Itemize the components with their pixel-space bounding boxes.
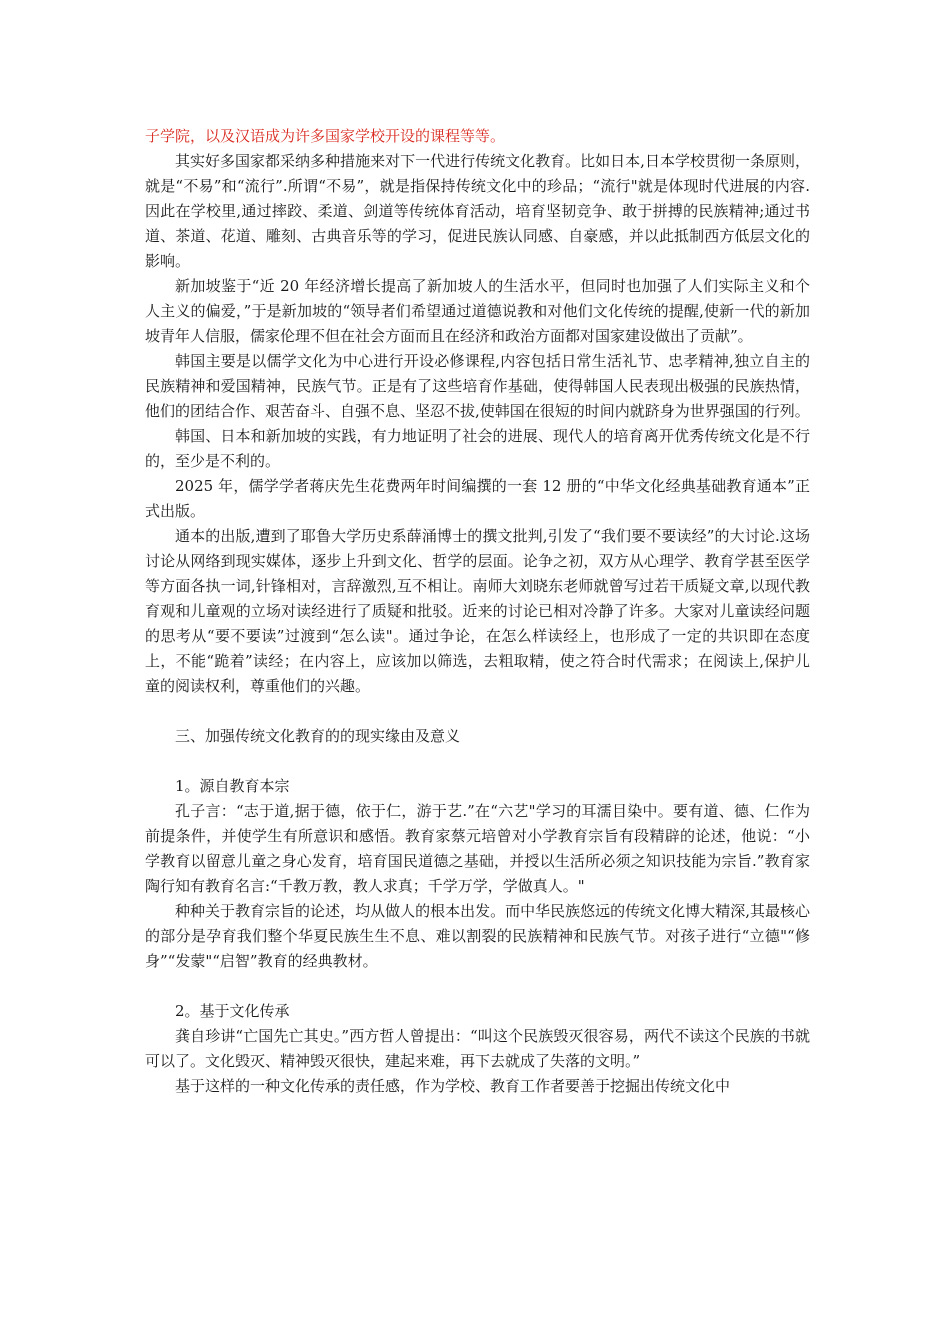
paragraph-confucius: 孔子言：“志于道,据于德，依于仁，游于艺.”在“六艺"学习的耳濡目染中。要有道、德、仁作为前提条件，并使学生有所意识和感悟。教育家蔡元培曾对小学教育宗旨有段精辟的论述，他说：“小学教育以留意儿童之身心发育，培育国民道德之基础，并授以生活所必须之知识技能为宗旨.”教育家陶行知有教育名言:“千教万教，教人求真；千学万学，学做真人。" <box>145 802 810 895</box>
spacer <box>145 749 810 774</box>
paragraph-japan: 其实好多国家都采纳多种措施来对下一代进行传统文化教育。比如日本,日本学校贯彻一条原则，就是“不易”和“流行”.所谓“不易”，就是指保持传统文化中的珍品；“流行"就是体现时代进展的内容.因此在学校里,通过摔跤、柔道、剑道等传统体育活动，培育坚韧竞争、敢于拼搏的民族精神;通过书道、茶道、花道、雕刻、古典音乐等的学习，促进民族认同感、自豪感，并以此抵制西方低层文化的影响。 <box>145 152 810 270</box>
document-body <box>145 124 810 1099</box>
paragraph-debate: 通本的出版,遭到了耶鲁大学历史系薛涌博士的撰文批判,引发了“我们要不要读经”的大讨论.这场讨论从网络到现实媒体，逐步上升到文化、哲学的层面。论争之初，双方从心理学、教育学甚至医学等方面各执一词,针锋相对，言辞激烈,互不相让。南师大刘晓东老师就曾写过若干质疑文章,以现代教育观和儿童观的立场对读经进行了质疑和批驳。近来的讨论已相对冷静了许多。大家对儿童读经问题的思考从“要不要读”过渡到“怎么读"。通过争论，在怎么样读经上，也形成了一定的共识即在态度上，不能“跪着”读经；在内容上，应该加以筛选，去粗取精，使之符合时代需求；在阅读上,保护儿童的阅读权利，尊重他们的兴趣。 <box>145 527 810 695</box>
paragraph-practice: 韩国、日本和新加坡的实践，有力地证明了社会的进展、现代人的培育离开优秀传统文化是不行的，至少是不利的。 <box>145 427 810 470</box>
section-title: 三、加强传统文化教育的的现实缘由及意义 <box>175 727 461 745</box>
paragraph-root: 种种关于教育宗旨的论述，均从做人的根本出发。而中华民族悠远的传统文化博大精深,其最核心的部分是孕育我们整个华夏民族生生不息、难以割裂的民族精神和民族气节。对孩子进行“立德"“修身”“发蒙"“启智”教育的经典教材。 <box>145 902 810 970</box>
intro-red-text: 子学院，以及汉语成为许多国家学校开设的课程等等。 <box>145 127 506 145</box>
paragraph-singapore: 新加坡鉴于“近 20 年经济增长提高了新加坡人的生活水平，但同时也加强了人们实际主义和个人主义的偏爱，”于是新加坡的“领导者们希望通过道德说教和对他们文化传统的提醒,使新一代的新加坡青年人信服，儒家伦理不但在社会方面而且在经济和政治方面都对国家建设做出了贡献”。 <box>145 277 810 345</box>
paragraph-2025: 2025 年，儒学学者蒋庆先生花费两年时间编撰的一套 12 册的“中华文化经典基础教育通本”正式出版。 <box>145 477 810 520</box>
paragraph-gong: 龚自珍讲“亡国先亡其史。”西方哲人曾提出：“叫这个民族毁灭很容易，两代不读这个民族的书就可以了。文化毁灭、精神毁灭很快，建起来难，再下去就成了失落的文明。” <box>145 1027 810 1070</box>
spacer <box>145 974 810 999</box>
paragraph-korea: 韩国主要是以儒学文化为中心进行开设必修课程,内容包括日常生活礼节、忠孝精神,独立自主的民族精神和爱国精神，民族气节。正是有了这些培育作基础，使得韩国人民表现出极强的民族热情，他们的团结合作、艰苦奋斗、自强不息、坚忍不拔,使韩国在很短的时间内就跻身为世界强国的行列。 <box>145 352 810 420</box>
subsection-1-title: 1。源自教育本宗 <box>175 777 290 795</box>
spacer <box>145 699 810 724</box>
subsection-2-title: 2。基于文化传承 <box>175 1002 290 1020</box>
paragraph-last: 基于这样的一种文化传承的责任感，作为学校、教育工作者要善于挖掘出传统文化中 <box>175 1077 731 1095</box>
